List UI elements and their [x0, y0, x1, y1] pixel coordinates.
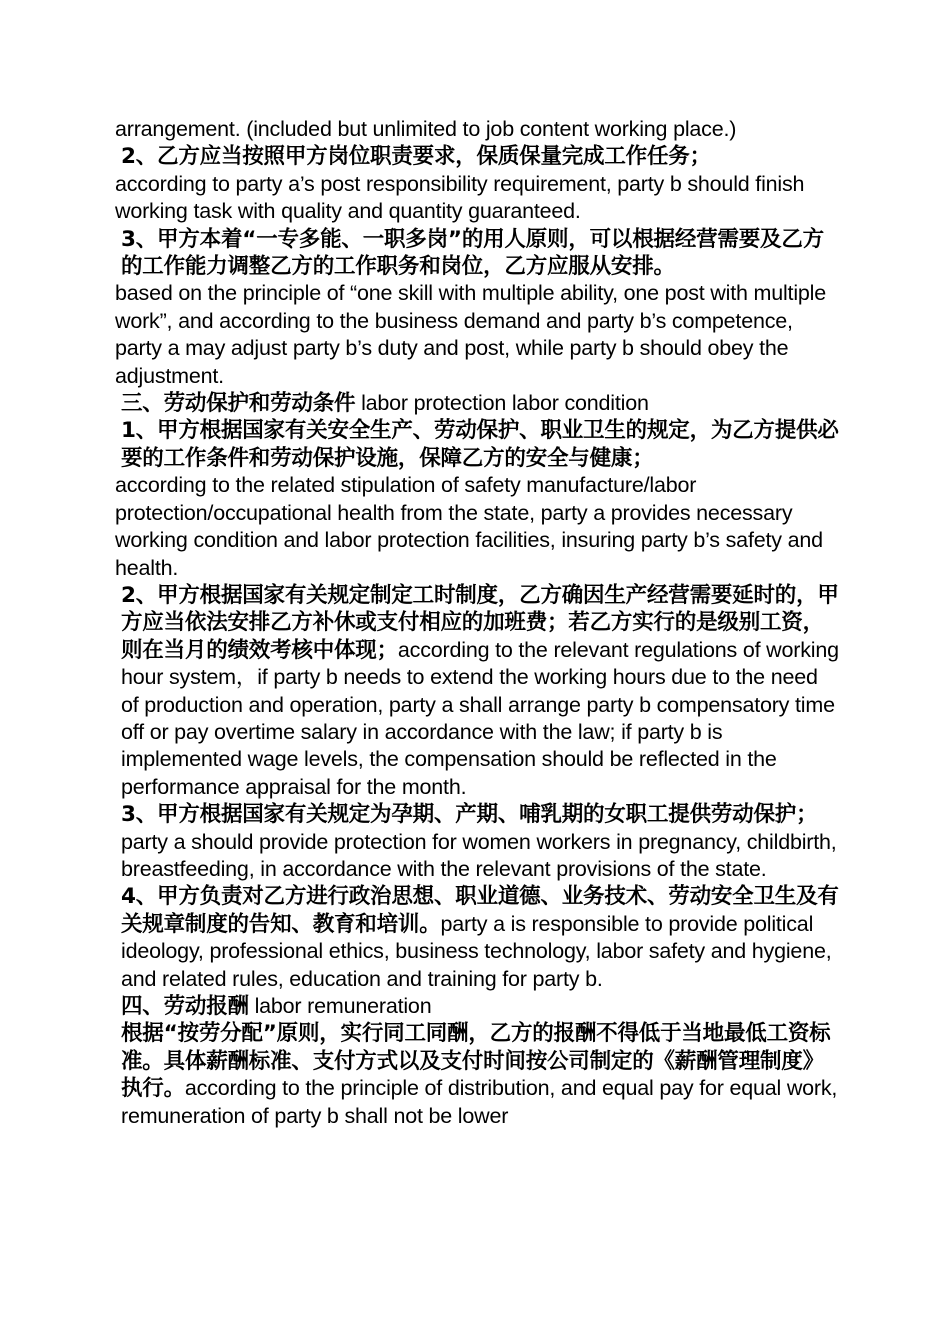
paragraph-13: 根据“按劳分配”原则，实行同工同酬，乙方的报酬不得低于当地最低工资标准。具体薪酬标准、支付方式以及支付时间按公司制定的《薪酬管理制度》执行。according to the principle of distribution, and equal pay for equal work, remuneration of party b shall not be lower — [121, 1021, 838, 1128]
section-heading-labor-remuneration: 四、劳动报酬 labor remuneration — [121, 994, 432, 1019]
paragraph-2: 2、乙方应当按照甲方岗位职责要求，保质保量完成工作任务； — [121, 144, 711, 170]
contract-text — [115, 116, 840, 1130]
paragraph-10: 3、甲方根据国家有关规定为孕期、产期、哺乳期的女职工提供劳动保护；party a should provide protection for women workers in pregnancy, childbirth, breastfeeding, in accordance with the relevant provisions of the state. — [121, 802, 837, 881]
paragraph-8: according to the related stipulation of safety manufacture/labor protection/occupational health from the state, party a provides necessary working condition and labor protection facilities, insuring party b’s safety and health. — [115, 473, 823, 580]
paragraph-9: 2、甲方根据国家有关规定制定工时制度，乙方确因生产经营需要延时的，甲方应当依法安排乙方补休或支付相应的加班费；若乙方实行的是级别工资，则在当月的绩效考核中体现；according to the relevant regulations of working hour system，if party b needs to extend the working hours due to the need of production and operation, party a shall arrange party b compensatory time off or pay overtime salary in accordance with the law; if party b is implemented wage levels, the compensation should be reflected in the performance appraisal for the month. — [121, 582, 839, 799]
paragraph-3: according to party a’s post responsibility requirement, party b should finish working task with quality and quantity guaranteed. — [115, 171, 805, 224]
paragraph-5: based on the principle of “one skill with multiple ability, one post with multiple work”, and according to the business demand and party b’s competence, party a may adjust party b’s duty and post, while party b should obey the adjustment. — [115, 281, 826, 388]
paragraph-1: arrangement. (included but unlimited to job content working place.) — [115, 117, 737, 141]
section-heading-labor-protection: 三、劳动保护和劳动条件 labor protection labor condition — [121, 391, 649, 417]
paragraph-11: 4、甲方负责对乙方进行政治思想、职业道德、业务技术、劳动安全卫生及有关规章制度的告知、教育和培训。party a is responsible to provide political ideology, professional ethics, business technology, labor safety and hygiene, and related rules, education and training for party b. — [121, 884, 839, 991]
paragraph-7: 1、甲方根据国家有关安全生产、劳动保护、职业卫生的规定，为乙方提供必要的工作条件和劳动保护设施，保障乙方的安全与健康； — [121, 418, 839, 471]
paragraph-4: 3、甲方本着“一专多能、一职多岗”的用人原则，可以根据经营需要及乙方的工作能力调整乙方的工作职务和岗位，乙方应服从安排。 — [121, 226, 824, 280]
